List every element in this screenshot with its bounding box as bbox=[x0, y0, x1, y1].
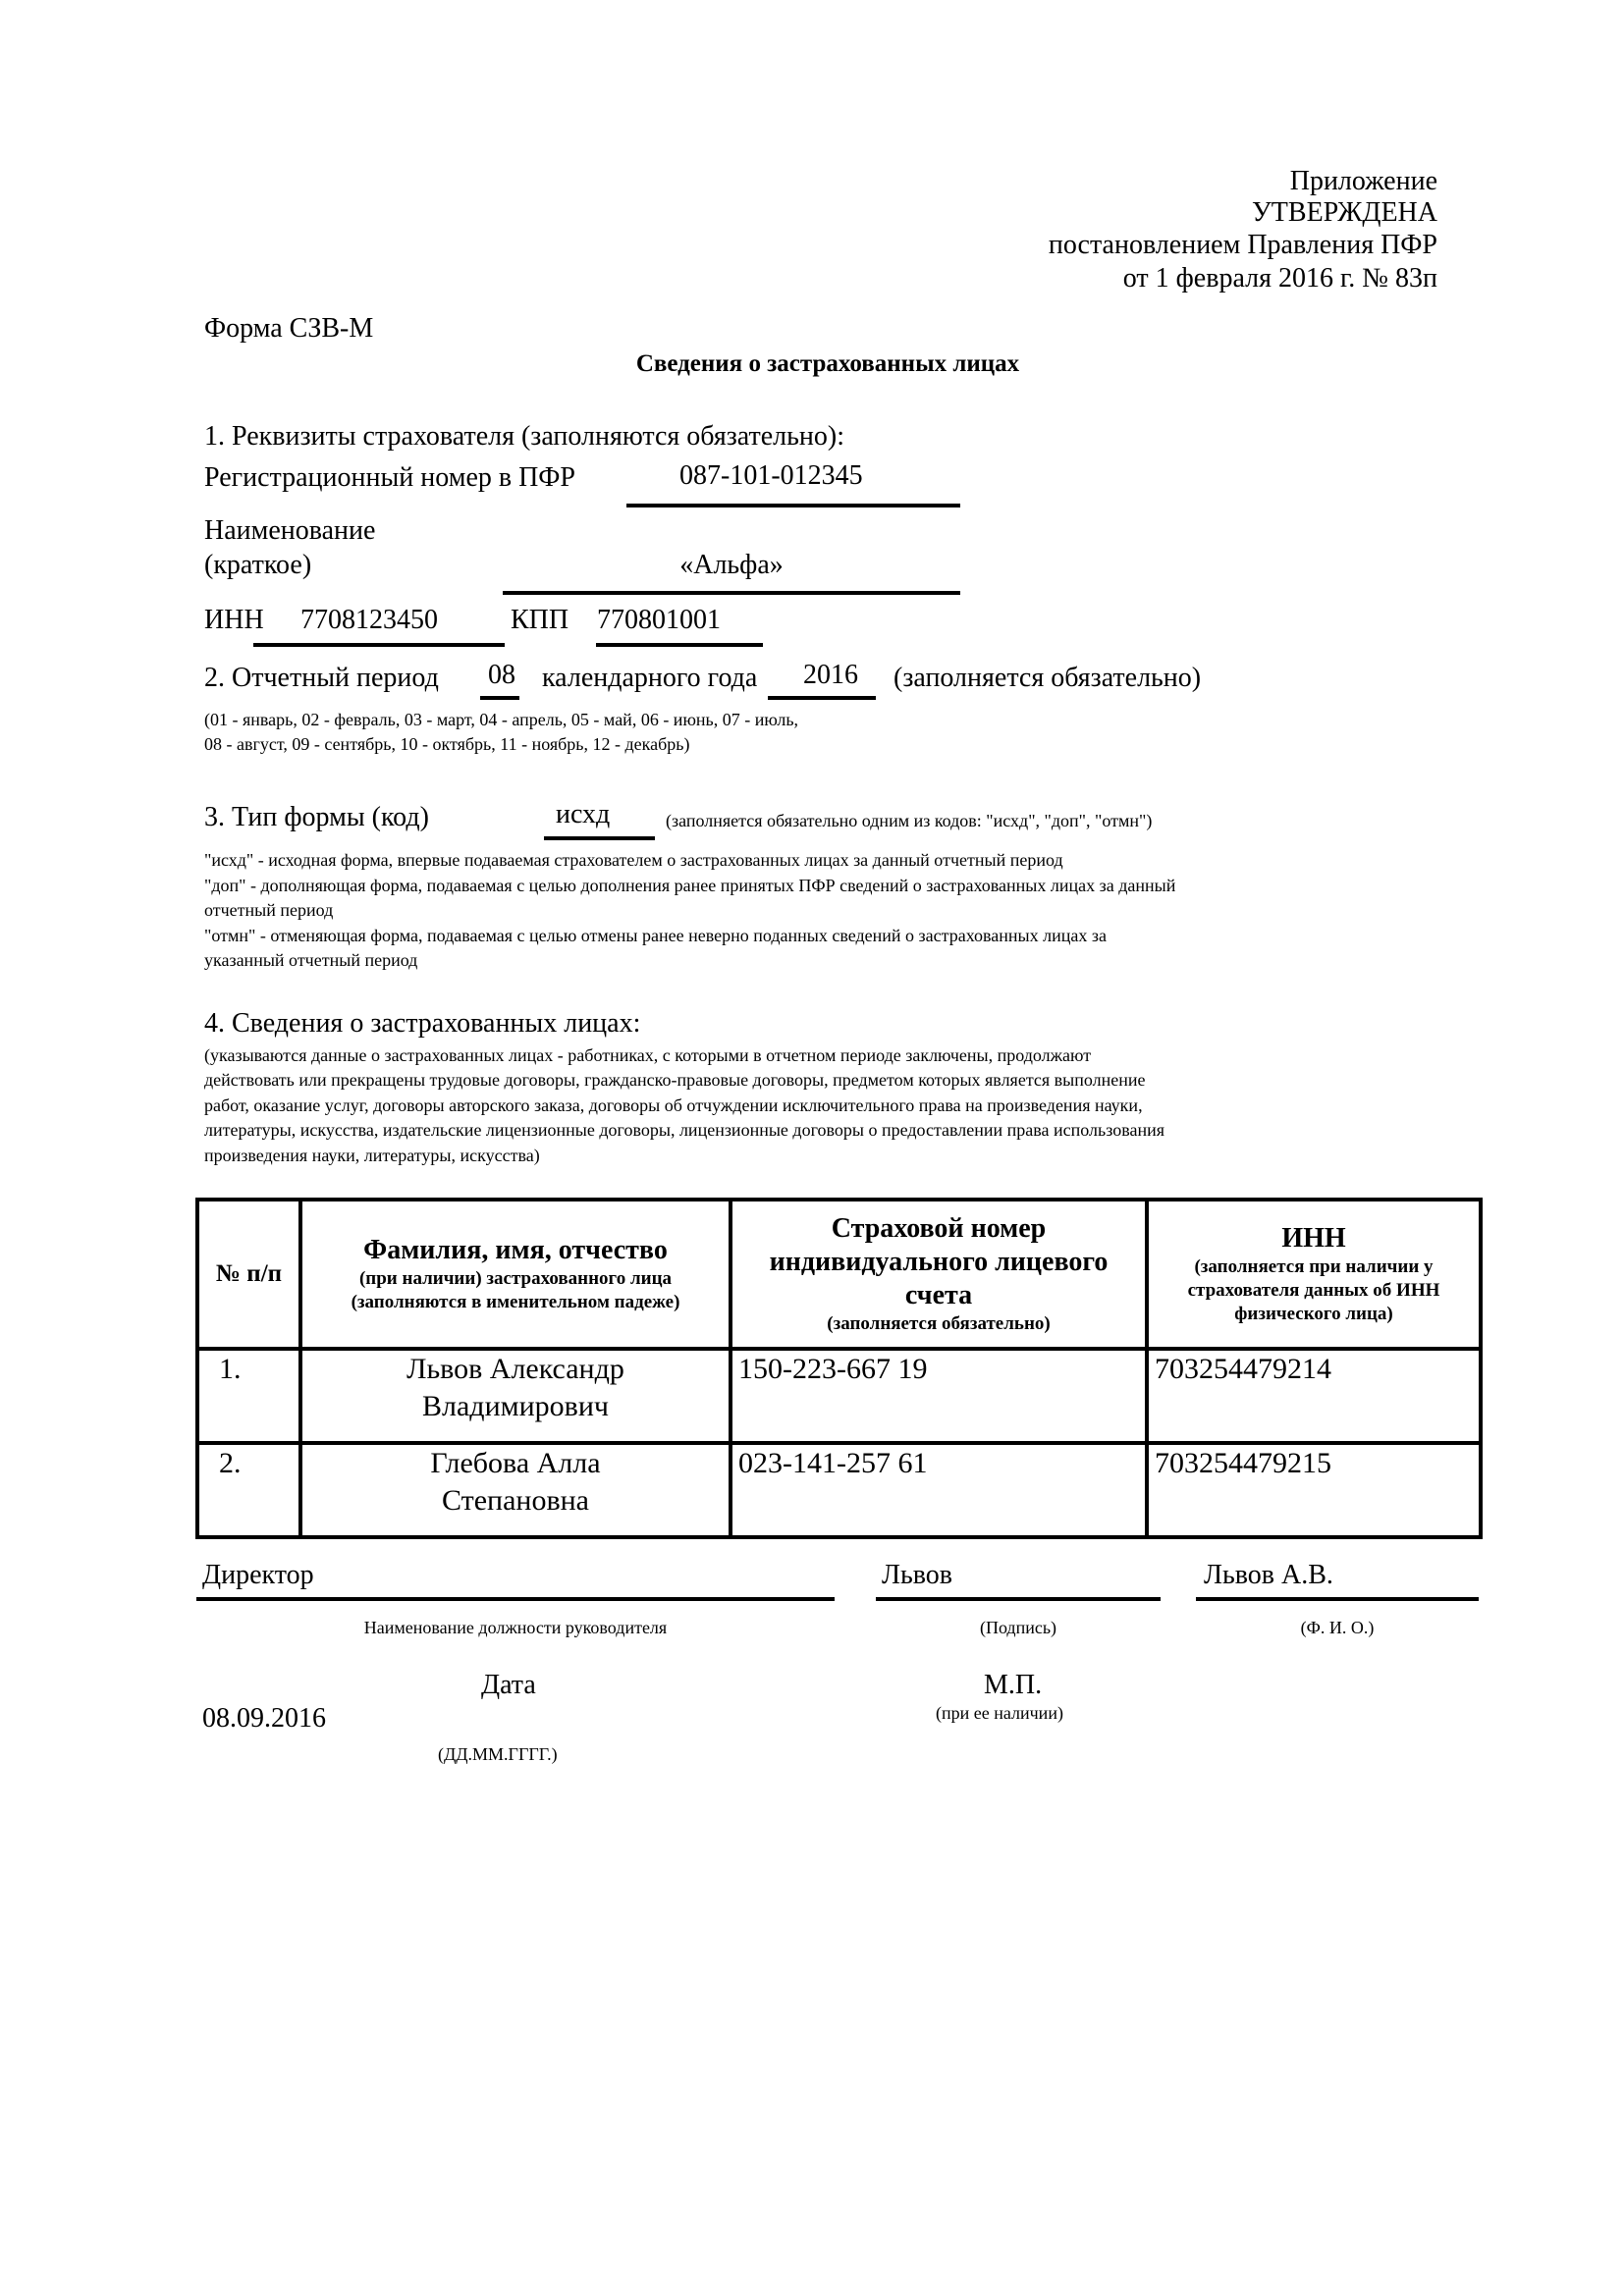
row-snils[interactable]: 150-223-667 19 bbox=[731, 1349, 1147, 1443]
form-type-label: 3. Тип формы (код) bbox=[204, 802, 429, 832]
insured-persons-table bbox=[195, 1198, 1483, 1539]
kpp-label: КПП bbox=[511, 605, 569, 635]
header-num-label: № п/п bbox=[215, 1260, 283, 1287]
header-snils bbox=[731, 1200, 1147, 1349]
row-inn[interactable]: 703254479214 bbox=[1147, 1349, 1481, 1443]
form-type-note: (заполняется обязательно одним из кодов: "исхд", "доп", "отмн") bbox=[666, 811, 1153, 830]
org-name-value[interactable]: «Альфа» bbox=[679, 550, 784, 580]
row-fio[interactable] bbox=[300, 1443, 731, 1537]
position-underline bbox=[196, 1597, 835, 1601]
section4-note-4: литературы, искусства, издательские лицензионные договоры, лицензионные договоры о предоставлении права использования bbox=[204, 1120, 1165, 1140]
header-snils-main1: Страховой номер bbox=[831, 1213, 1047, 1244]
header-fio-sub2: (заполняются в именительном падеже) bbox=[351, 1292, 680, 1312]
org-name-underline bbox=[503, 591, 960, 595]
year-label: календарного года bbox=[542, 663, 758, 693]
header-inn-sub3: физического лица) bbox=[1234, 1304, 1393, 1324]
header-fio-main: Фамилия, имя, отчество bbox=[363, 1235, 668, 1265]
header-fio bbox=[300, 1200, 731, 1349]
kpp-value[interactable]: 770801001 bbox=[597, 605, 721, 635]
signature-value[interactable]: Львов bbox=[882, 1560, 953, 1590]
form-name: Форма СЗВ-М bbox=[204, 313, 374, 344]
row-fio-line2: Степановна bbox=[442, 1484, 589, 1517]
row-fio-line2: Владимирович bbox=[422, 1390, 609, 1422]
row-fio-line1: Глебова Алла bbox=[430, 1447, 601, 1479]
header-num bbox=[197, 1200, 300, 1349]
form-type-desc-5: указанный отчетный период bbox=[204, 950, 418, 970]
section4-note-3: работ, оказание услуг, договоры авторского заказа, договоры об отчуждении исключительного права на произведения науки, bbox=[204, 1095, 1143, 1115]
date-format: (ДД.ММ.ГГГГ.) bbox=[438, 1744, 558, 1764]
resolution-date-number: от 1 февраля 2016 г. № 83п bbox=[1122, 263, 1437, 294]
date-label: Дата bbox=[481, 1670, 536, 1700]
fio-underline bbox=[1196, 1597, 1479, 1601]
form-type-underline bbox=[544, 836, 655, 840]
approved-label: УТВЕРЖДЕНА bbox=[1251, 197, 1437, 228]
inn-value[interactable]: 7708123450 bbox=[300, 605, 438, 635]
org-name-label-line2: (краткое) bbox=[204, 550, 312, 580]
header-snils-sub: (заполняется обязательно) bbox=[827, 1313, 1051, 1334]
stamp-label: М.П. bbox=[984, 1670, 1043, 1700]
section4-note-2: действовать или прекращены трудовые договоры, гражданско-правовые договоры, предметом которых является выполнение bbox=[204, 1070, 1146, 1090]
header-fio-sub1: (при наличии) застрахованного лица bbox=[358, 1268, 673, 1289]
signature-underline bbox=[876, 1597, 1161, 1601]
header-snils-main2: индивидуального лицевого bbox=[769, 1247, 1109, 1277]
position-caption: Наименование должности руководителя bbox=[363, 1618, 668, 1637]
signature-caption: (Подпись) bbox=[979, 1618, 1057, 1637]
row-snils[interactable]: 023-141-257 61 bbox=[731, 1443, 1147, 1537]
section1-heading: 1. Реквизиты страхователя (заполняются обязательно): bbox=[204, 421, 844, 452]
director-position-value[interactable]: Директор bbox=[202, 1560, 314, 1590]
header-snils-main3: счета bbox=[904, 1280, 973, 1310]
period-legend-line2: 08 - август, 09 - сентябрь, 10 - октябрь, 11 - ноябрь, 12 - декабрь) bbox=[204, 734, 690, 754]
row-num: 2. bbox=[197, 1443, 300, 1537]
inn-underline bbox=[253, 643, 505, 647]
header-inn-main: ИНН bbox=[1281, 1223, 1346, 1254]
inn-label: ИНН bbox=[204, 605, 264, 635]
form-type-desc-2: "доп" - дополняющая форма, подаваемая с целью дополнения ранее принятых ПФР сведений о застрахованных лицах за данный bbox=[204, 876, 1176, 895]
row-inn[interactable]: 703254479215 bbox=[1147, 1443, 1481, 1537]
header-inn bbox=[1147, 1200, 1481, 1349]
header-inn-sub1: (заполняется при наличии у bbox=[1194, 1256, 1434, 1277]
period-value[interactable]: 08 bbox=[488, 660, 515, 690]
period-underline bbox=[480, 696, 519, 700]
row-fio[interactable] bbox=[300, 1349, 731, 1443]
period-label: 2. Отчетный период bbox=[204, 663, 439, 693]
section4-note-5: произведения науки, литературы, искусства) bbox=[204, 1146, 540, 1165]
form-type-desc-1: "исхд" - исходная форма, впервые подаваемая страхователем о застрахованных лицах за данный отчетный период bbox=[204, 850, 1063, 870]
table-header-row bbox=[197, 1200, 1481, 1349]
period-legend-line1: (01 - январь, 02 - февраль, 03 - март, 04 - апрель, 05 - май, 06 - июнь, 07 - июль, bbox=[204, 710, 799, 729]
form-type-desc-3: отчетный период bbox=[204, 900, 334, 920]
table-row bbox=[197, 1443, 1481, 1537]
period-required-note: (заполняется обязательно) bbox=[893, 663, 1202, 693]
section4-note-1: (указываются данные о застрахованных лицах - работниках, с которыми в отчетном периоде заключены, продолжают bbox=[204, 1045, 1092, 1065]
appendix-label: Приложение bbox=[1289, 166, 1437, 196]
resolution-label: постановлением Правления ПФР bbox=[1048, 230, 1437, 260]
row-fio-line1: Львов Александр bbox=[406, 1353, 624, 1385]
org-name-label-line1: Наименование bbox=[204, 515, 376, 546]
fio-caption: (Ф. И. О.) bbox=[1300, 1618, 1375, 1637]
date-value[interactable]: 08.09.2016 bbox=[202, 1703, 326, 1734]
reg-number-underline bbox=[626, 504, 960, 507]
kpp-underline bbox=[596, 643, 763, 647]
year-value[interactable]: 2016 bbox=[803, 660, 858, 690]
reg-number-label: Регистрационный номер в ПФР bbox=[204, 462, 575, 493]
row-num: 1. bbox=[197, 1349, 300, 1443]
fio-value[interactable]: Львов А.В. bbox=[1204, 1560, 1333, 1590]
year-underline bbox=[768, 696, 876, 700]
table-row bbox=[197, 1349, 1481, 1443]
reg-number-value[interactable]: 087-101-012345 bbox=[679, 460, 863, 491]
form-type-desc-4: "отмн" - отменяющая форма, подаваемая с целью отмены ранее неверно поданных сведений о застрахованных лицах за bbox=[204, 926, 1107, 945]
form-title: Сведения о застрахованных лицах bbox=[635, 350, 1020, 377]
section4-heading: 4. Сведения о застрахованных лицах: bbox=[204, 1008, 641, 1039]
header-inn-sub2: страхователя данных об ИНН bbox=[1187, 1280, 1440, 1301]
stamp-note: (при ее наличии) bbox=[936, 1703, 1063, 1723]
form-type-value[interactable]: исхд bbox=[556, 799, 611, 829]
